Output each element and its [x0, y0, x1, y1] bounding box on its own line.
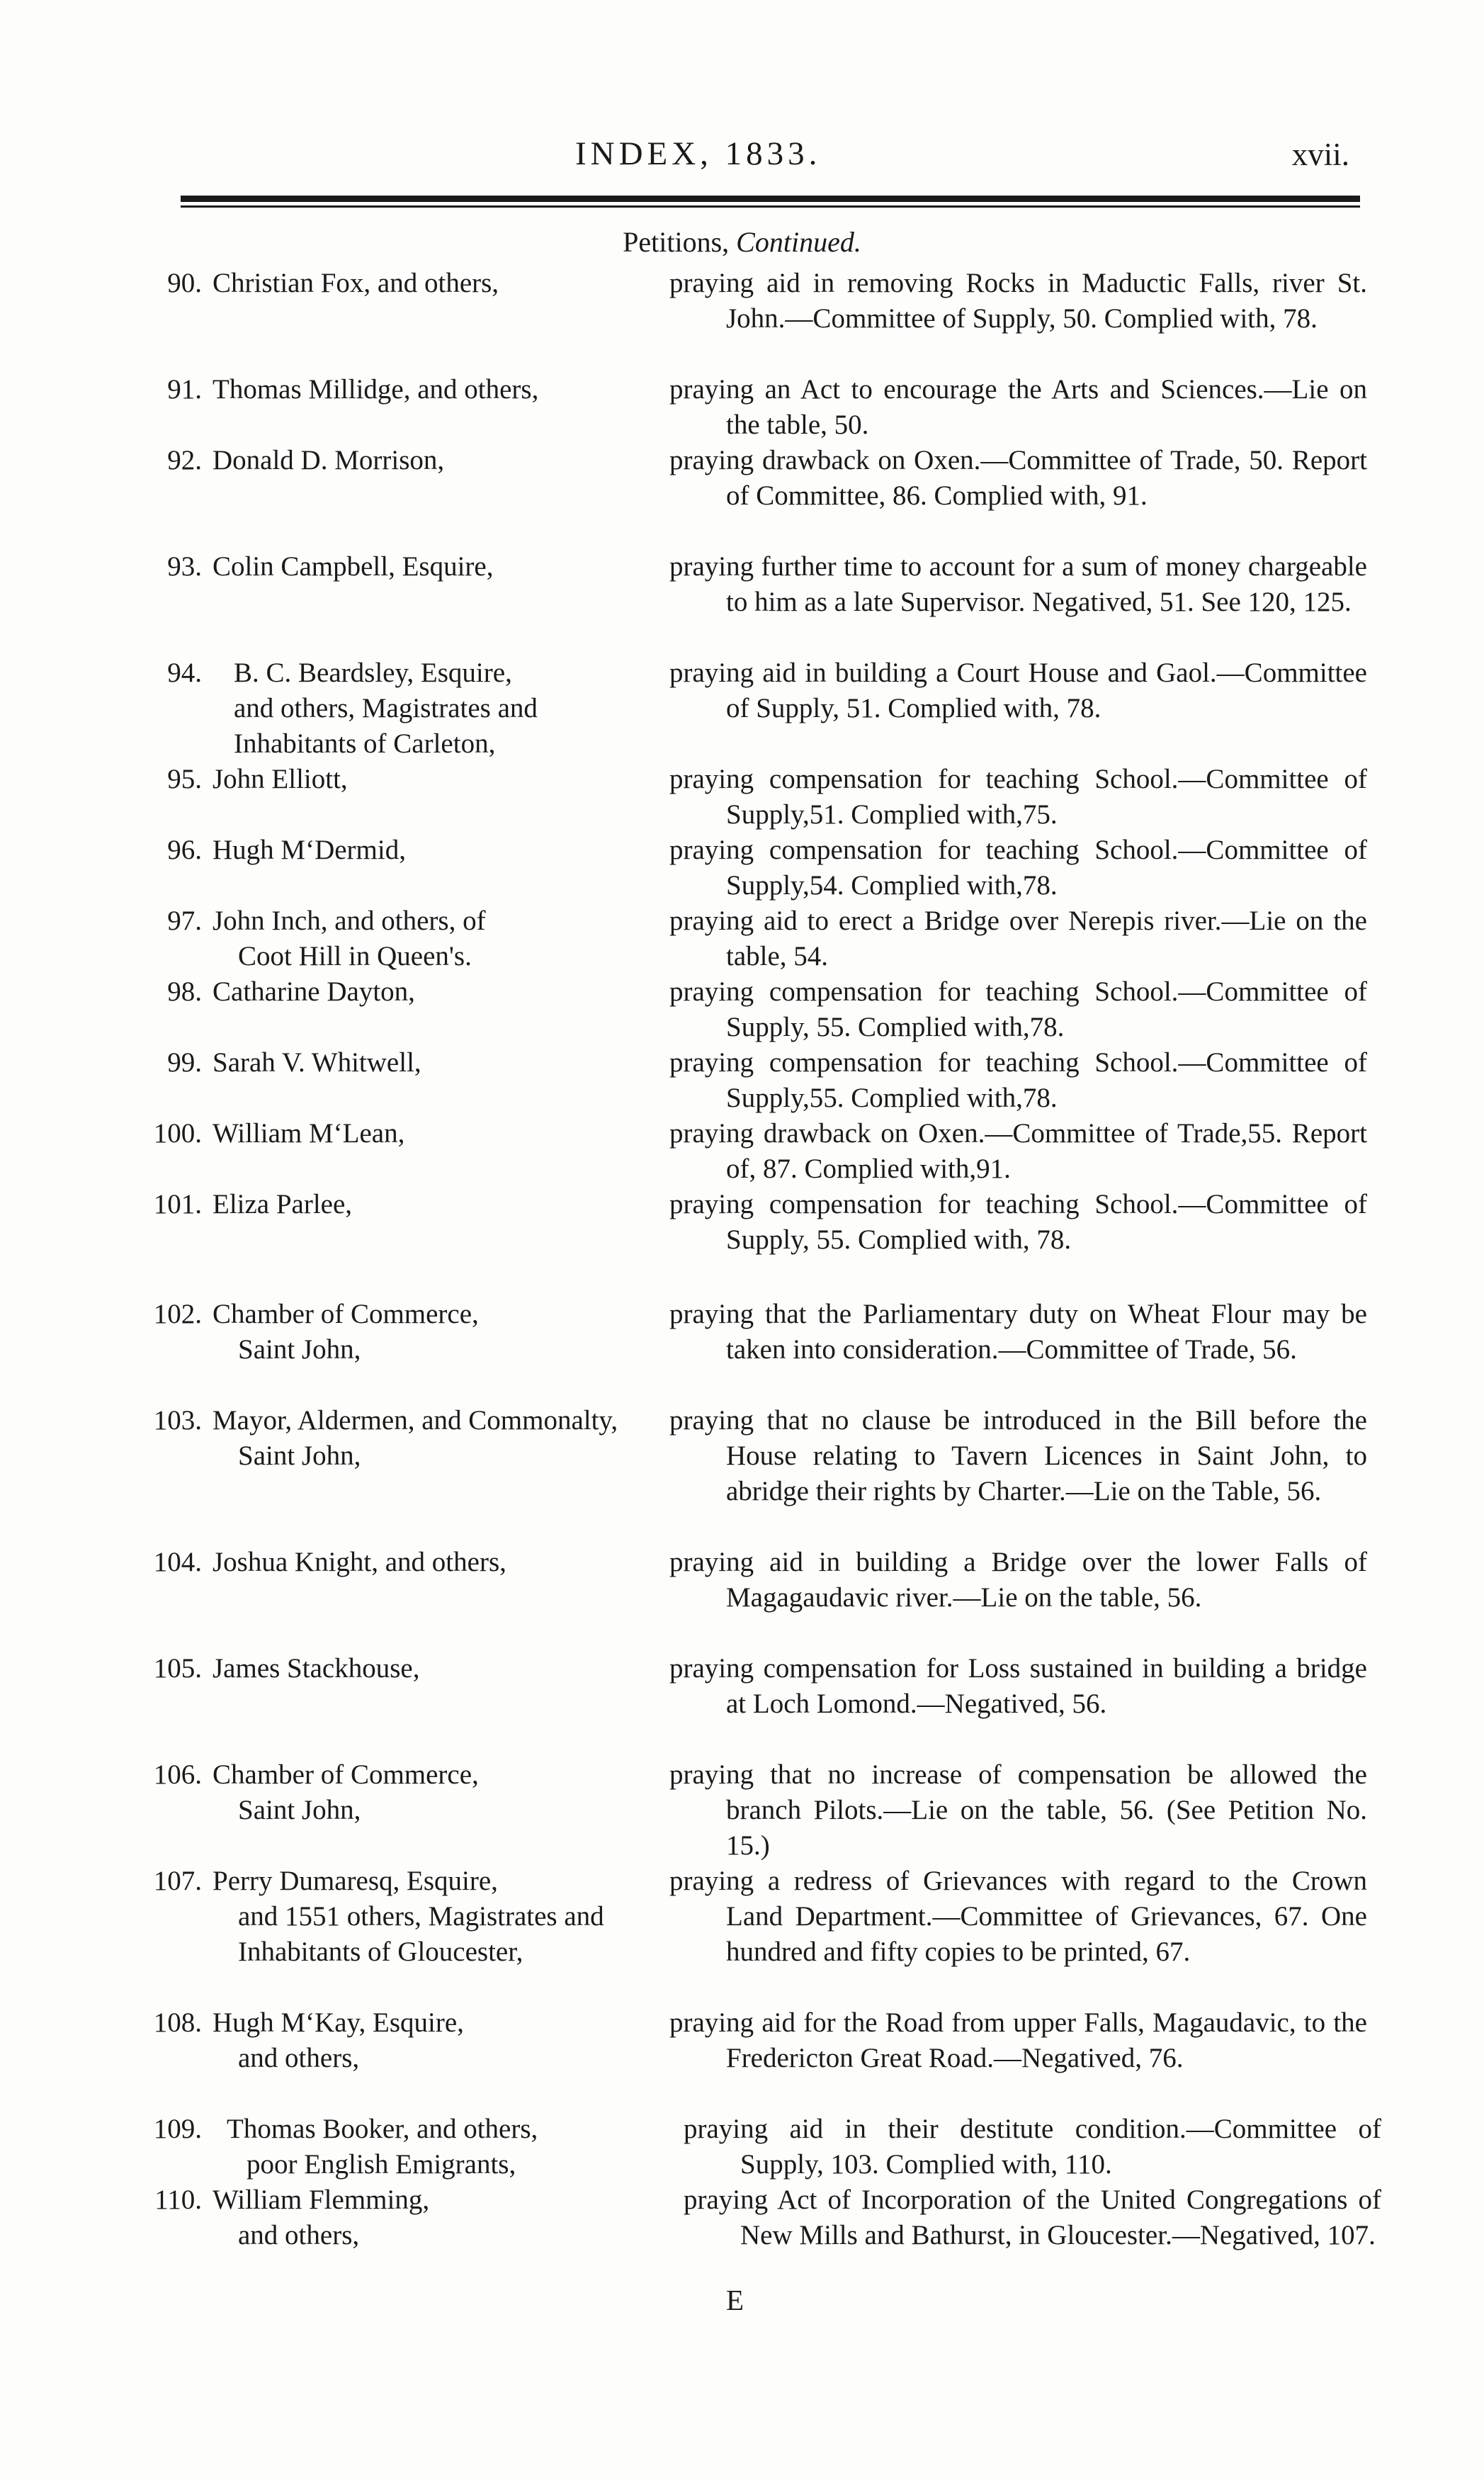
petition-description: praying aid in building a Bridge over the lower Falls of Magagaudavic river.—Lie on the table, 56.: [669, 1547, 1367, 1613]
petitioner-name: Mayor, Aldermen, and Commonalty, Saint John,: [213, 1405, 618, 1471]
petition-description: praying that no increase of compensation be allowed the branch Pilots.—Lie on the table, 56. (See Petition No. 15.): [669, 1759, 1367, 1861]
petition-description: praying further time to account for a sum of money chargeable to him as a late Supervisor. Negatived, 51. See 120, 125.: [669, 551, 1367, 617]
petitioner-name: William M‘Lean,: [213, 1118, 405, 1149]
petition-number: 95.: [167, 764, 202, 794]
section-title: Petitions,: [623, 226, 730, 258]
petitioner-name: Thomas Millidge, and others,: [213, 374, 539, 405]
petitioner-name: John Elliott,: [213, 764, 348, 794]
petitioner-name: Donald D. Morrison,: [213, 445, 445, 475]
petitioner-name: Colin Campbell, Esquire,: [213, 551, 494, 582]
petition-description: praying drawback on Oxen.—Committee of Trade,55. Report of, 87. Complied with,91.: [669, 1118, 1367, 1184]
petition-description: praying a redress of Grievances with regard to the Crown Land Department.—Committee of Grievances, 67. One hundred and fifty copies to be printed, 67.: [669, 1866, 1367, 1967]
petitioner-name: Chamber of Commerce, Saint John,: [213, 1299, 479, 1365]
petition-description: praying drawback on Oxen.—Committee of Trade, 50. Report of Committee, 86. Complied with, 91.: [669, 445, 1367, 511]
petitioner-name: Perry Dumaresq, Esquire, and 1551 others, Magistrates and Inhabitants of Gloucester,: [213, 1866, 604, 1967]
petitioner-name: William Flemming, and others,: [213, 2185, 430, 2250]
petition-number: 97.: [167, 906, 202, 936]
petitioner-name: James Stackhouse,: [213, 1653, 420, 1684]
petition-number: 108.: [153, 2007, 202, 2038]
petition-description: praying aid in building a Court House and Gaol.—Committee of Supply, 51. Complied with, 78.: [669, 658, 1367, 723]
signature-mark: E: [726, 2284, 744, 2316]
petition-description: praying compensation for teaching School.—Committee of Supply,54. Complied with,78.: [669, 835, 1367, 901]
petitioner-name: John Inch, and others, of Coot Hill in Queen's.: [213, 906, 486, 971]
petition-number: 101.: [153, 1189, 202, 1219]
petition-description: praying compensation for teaching School.—Committee of Supply,55. Complied with,78.: [669, 1047, 1367, 1113]
petition-number: 105.: [153, 1653, 202, 1684]
running-title: INDEX, 1833.: [575, 135, 822, 172]
petition-description: praying that the Parliamentary duty on Wheat Flour may be taken into consideration.—Committee of Trade, 56.: [669, 1299, 1367, 1365]
header-rule-thin: [181, 205, 1360, 208]
petitioner-name: Catharine Dayton,: [213, 976, 415, 1007]
petitioner-name: Thomas Booker, and others, poor English Emigrants,: [227, 2114, 538, 2180]
petition-number: 107.: [153, 1866, 202, 1896]
petitioner-name: Hugh M‘Dermid,: [213, 835, 406, 865]
petitioner-name: Eliza Parlee,: [213, 1189, 353, 1219]
petition-number: 106.: [153, 1759, 202, 1790]
petition-number: 91.: [167, 374, 202, 405]
page-header: [0, 135, 1484, 184]
petition-description: praying compensation for teaching School.—Committee of Supply, 55. Complied with,78.: [669, 976, 1367, 1042]
petition-description: praying compensation for Loss sustained in building a bridge at Loch Lomond.—Negatived, 56.: [669, 1653, 1367, 1719]
petition-number: 98.: [167, 976, 202, 1007]
section-heading: [0, 225, 1484, 259]
petitioner-name: Christian Fox, and others,: [213, 268, 499, 298]
petition-number: 109.: [153, 2114, 202, 2144]
petitioner-name: Joshua Knight, and others,: [213, 1547, 506, 1577]
petitioner-name: Hugh M‘Kay, Esquire, and others,: [213, 2007, 464, 2073]
petition-number: 110.: [154, 2185, 202, 2215]
petition-number: 103.: [153, 1405, 202, 1436]
petition-description: praying compensation for teaching School.—Committee of Supply,51. Complied with,75.: [669, 764, 1367, 830]
petition-description: praying aid in their destitute condition.—Committee of Supply, 103. Complied with, 110.: [684, 2114, 1381, 2180]
petition-number: 102.: [153, 1299, 202, 1329]
petitioner-name: Chamber of Commerce, Saint John,: [213, 1759, 479, 1825]
petitioner-name: B. C. Beardsley, Esquire, and others, Magistrates and Inhabitants of Carleton,: [234, 658, 538, 759]
petition-description: praying compensation for teaching School.—Committee of Supply, 55. Complied with, 78.: [669, 1189, 1367, 1255]
petition-number: 96.: [167, 835, 202, 865]
petition-description: praying an Act to encourage the Arts and Sciences.—Lie on the table, 50.: [669, 374, 1367, 440]
section-continued: Continued.: [736, 226, 861, 258]
petition-description: praying aid to erect a Bridge over Nerepis river.—Lie on the table, 54.: [669, 906, 1367, 971]
petition-number: 92.: [167, 445, 202, 475]
page-number: xvii.: [1291, 137, 1349, 172]
petition-number: 100.: [153, 1118, 202, 1149]
header-rule-thick: [181, 196, 1360, 202]
petition-description: praying Act of Incorporation of the United Congregations of New Mills and Bathurst, in Gloucester.—Negatived, 107.: [684, 2185, 1381, 2250]
petition-number: 104.: [153, 1547, 202, 1577]
petitioner-name: Sarah V. Whitwell,: [213, 1047, 421, 1078]
petition-number: 94.: [167, 658, 202, 688]
petition-number: 93.: [167, 551, 202, 582]
petition-description: praying aid in removing Rocks in Maductic Falls, river St. John.—Committee of Supply, 50. Complied with, 78.: [669, 268, 1367, 334]
petition-number: 99.: [167, 1047, 202, 1078]
petition-description: praying that no clause be introduced in the Bill before the House relating to Tavern Licences in Saint John, to abridge their rights by Charter.—Lie on the Table, 56.: [669, 1405, 1367, 1506]
petition-number: 90.: [167, 268, 202, 298]
petition-description: praying aid for the Road from upper Falls, Magaudavic, to the Fredericton Great Road.—Negatived, 76.: [669, 2007, 1367, 2073]
